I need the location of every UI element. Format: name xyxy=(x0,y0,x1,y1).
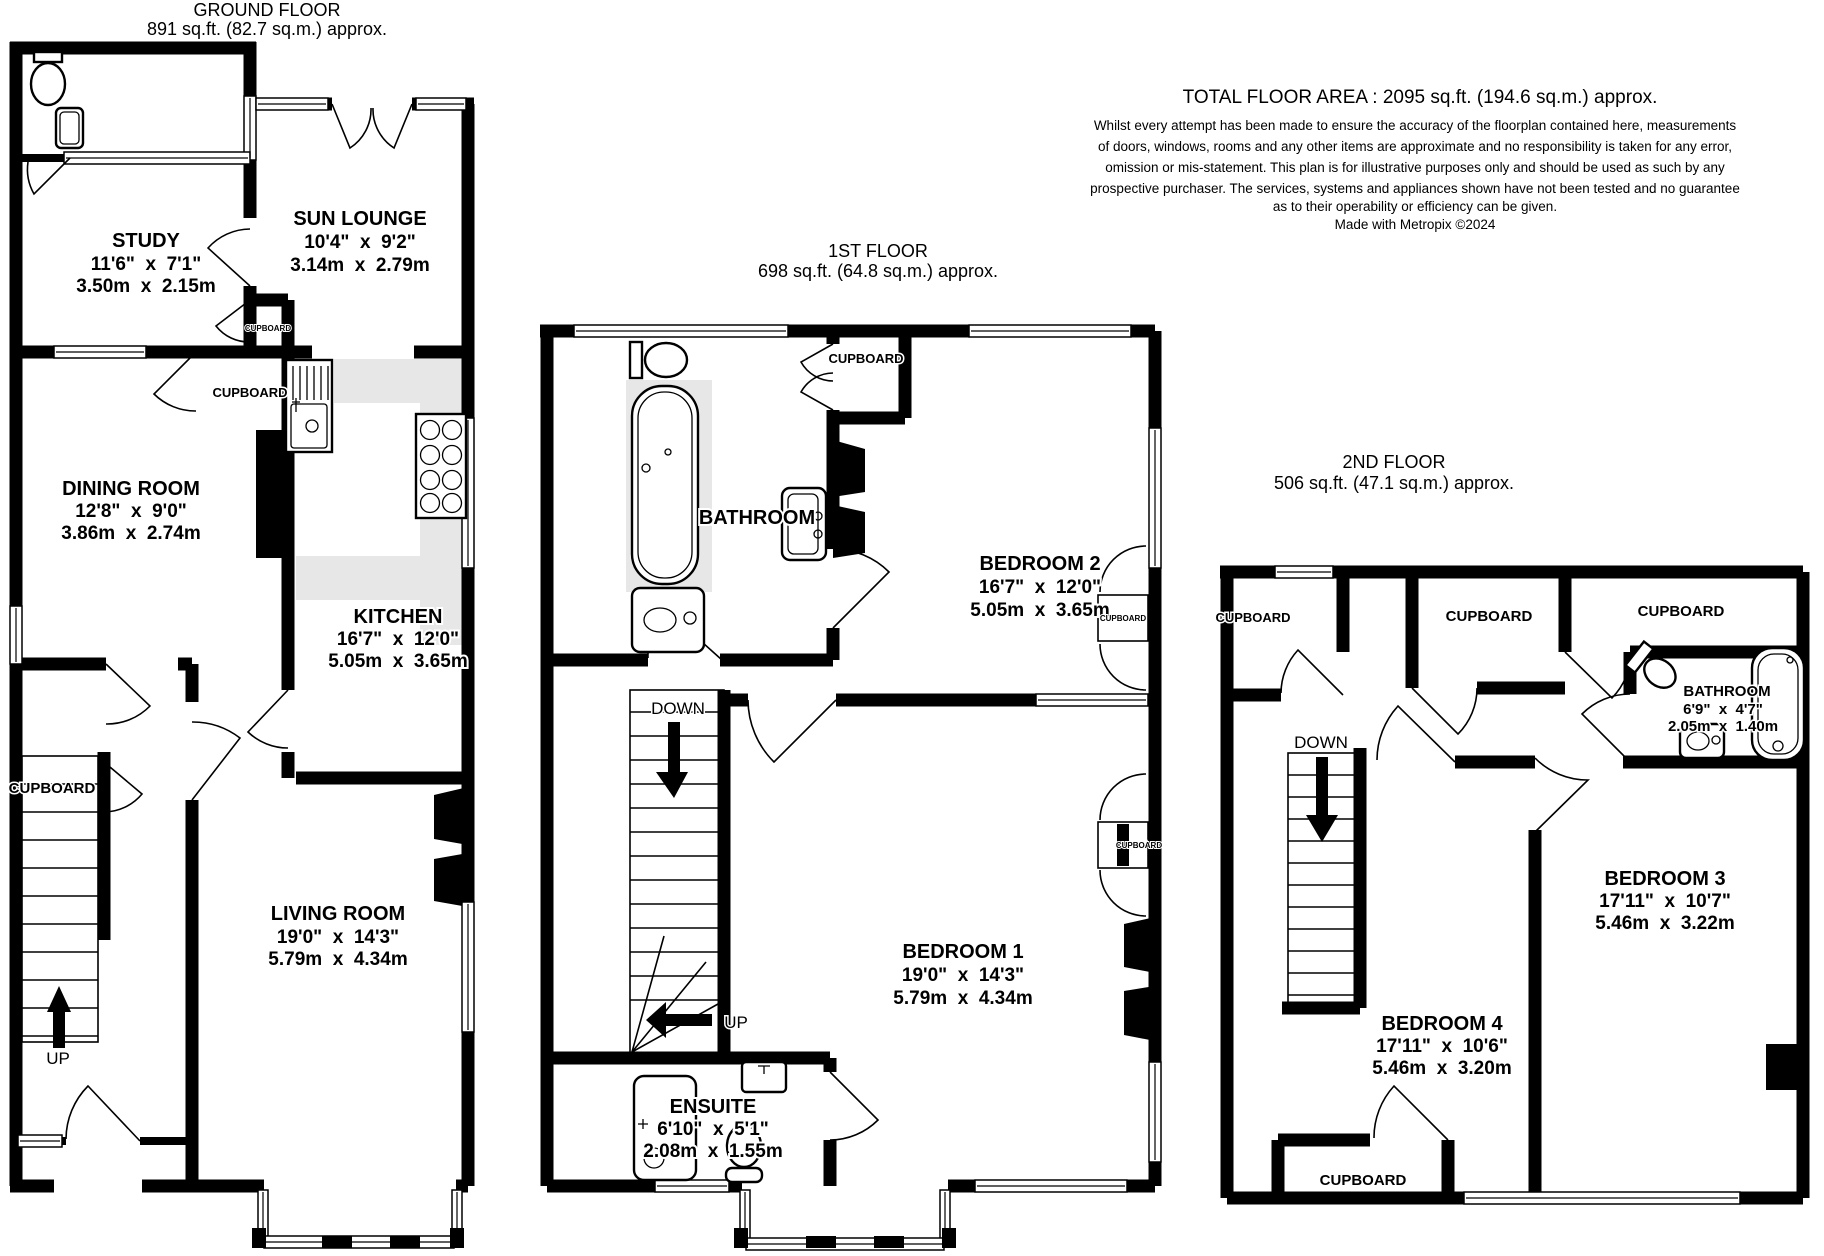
bedroom2-dims-metric: 5.05m x 3.65m xyxy=(970,600,1110,621)
study-dims-metric: 3.50m x 2.15m xyxy=(76,276,216,297)
cupboard-door xyxy=(154,352,196,411)
label-cupboard: CUPBOARD xyxy=(1637,603,1725,620)
cupboard-door xyxy=(1281,650,1343,695)
room-label-ensuite: ENSUITE xyxy=(669,1096,757,1118)
bedroom3-chimney-breast xyxy=(1766,1044,1803,1090)
ensuite-dims-metric: 2.08m x 1.55m xyxy=(643,1141,783,1162)
label-cupboard: CUPBOARD xyxy=(1445,608,1533,625)
sun-lounge-french-door xyxy=(373,104,412,148)
bedroom4-door xyxy=(1377,706,1455,762)
label-up: UP xyxy=(724,1013,748,1032)
toilet xyxy=(645,343,687,377)
up-arrow-shaft xyxy=(664,1014,712,1026)
up-arrow-shaft xyxy=(53,1012,65,1048)
dining-chimney-breast xyxy=(256,430,288,558)
label-cupboard: CUPBOARD xyxy=(828,351,904,366)
toilet-cistern xyxy=(630,342,642,378)
living-room-door xyxy=(192,722,240,800)
room-label-bedroom1: BEDROOM 1 xyxy=(902,941,1024,963)
ground-stairs xyxy=(22,756,98,1048)
room-label-bedroom2: BEDROOM 2 xyxy=(979,553,1101,575)
room-label-bedroom4: BEDROOM 4 xyxy=(1381,1013,1503,1035)
down-arrow-head xyxy=(1306,815,1338,842)
label-cupboard: CUPBOARD xyxy=(1319,1172,1407,1189)
cupboard-door xyxy=(1412,688,1477,734)
bedroom2-dims-imperial: 16'7" x 12'0" xyxy=(978,577,1102,598)
bath xyxy=(632,386,698,584)
label-down: DOWN xyxy=(1294,733,1348,752)
bay-post xyxy=(390,1236,420,1248)
sun-lounge-french-door xyxy=(332,104,371,148)
room-label-bathroom2: BATHROOM xyxy=(1683,683,1771,700)
disclaimer-line2: of doors, windows, rooms and any other items are approximate and no responsibility is taken for any error, xyxy=(1097,139,1733,154)
first-floor-title: 1ST FLOOR xyxy=(828,241,928,261)
ground-floor-area: 891 sq.ft. (82.7 sq.m.) approx. xyxy=(146,19,388,39)
label-up: UP xyxy=(46,1049,70,1068)
down-arrow-shaft xyxy=(1316,757,1328,815)
disclaimer-line4: prospective purchaser. The services, systems and appliances shown have not been tested and no guarantee xyxy=(1090,181,1740,196)
bedroom4-dims-imperial: 17'11" x 10'6" xyxy=(1376,1036,1508,1057)
bathroom-door xyxy=(1582,694,1630,762)
bathroom2-dims-metric: 2.05m x 1.40m xyxy=(1667,718,1779,735)
living-dims-metric: 5.79m x 4.34m xyxy=(268,949,408,970)
cupboard-door xyxy=(801,373,833,410)
bedroom4-dims-metric: 5.46m x 3.20m xyxy=(1372,1058,1512,1079)
kitchen-dims-imperial: 16'7" x 12'0" xyxy=(336,629,460,650)
first-floor-area: 698 sq.ft. (64.8 sq.m.) approx. xyxy=(757,261,999,281)
second-floor-plan xyxy=(1215,566,1804,1204)
up-arrow-head xyxy=(646,1002,666,1038)
bedroom1-door xyxy=(748,700,836,762)
cupboard-door xyxy=(1374,1086,1448,1140)
label-cupboard: CUPBOARD xyxy=(1215,610,1291,625)
bedroom3-dims-metric: 5.46m x 3.22m xyxy=(1595,913,1735,934)
label-cupboard-tiny: CUPBOARD xyxy=(1099,614,1147,623)
bay-post xyxy=(322,1236,352,1248)
room-label-bedroom3: BEDROOM 3 xyxy=(1604,868,1726,890)
bedroom2-door xyxy=(833,549,889,628)
sun-lounge-dims-imperial: 10'4" x 9'2" xyxy=(304,232,416,253)
label-cupboard: CUPBOARD xyxy=(212,385,288,400)
sun-lounge-dims-metric: 3.14m x 2.79m xyxy=(290,255,430,276)
ensuite-toilet-base xyxy=(726,1168,762,1182)
disclaimer-line1: Whilst every attempt has been made to ensure the accuracy of the floorplan contained here, measurements xyxy=(1093,118,1737,133)
first-floor-plan xyxy=(540,325,1162,1250)
bay-post xyxy=(734,1228,748,1248)
room-label-dining: DINING ROOM xyxy=(62,478,200,500)
toilet xyxy=(31,63,65,105)
dining-dims-metric: 3.86m x 2.74m xyxy=(61,523,201,544)
first-stairs xyxy=(630,690,724,1054)
label-understairs-cupboard: CUPBOARD xyxy=(8,780,96,797)
stove xyxy=(416,414,466,518)
down-arrow-shaft xyxy=(668,722,680,772)
bathroom2-dims-imperial: 6'9" x 4'7" xyxy=(1683,701,1763,718)
study-dims-imperial: 11'6" x 7'1" xyxy=(90,254,202,275)
bay-post xyxy=(450,1228,464,1248)
toilet-cistern xyxy=(34,52,62,62)
down-arrow-head xyxy=(656,772,688,798)
room-label-sun-lounge: SUN LOUNGE xyxy=(293,208,427,230)
room-label-bathroom: BATHROOM xyxy=(698,507,816,529)
room-label-kitchen: KITCHEN xyxy=(353,606,443,628)
kitchen-dims-metric: 5.05m x 3.65m xyxy=(328,651,468,672)
label-cupboard-small: CUPBOARD xyxy=(244,324,292,333)
living-dims-imperial: 19'0" x 14'3" xyxy=(276,927,400,948)
bay-post xyxy=(874,1236,904,1248)
disclaimer-line5: as to their operability or efficiency can be given. xyxy=(1272,199,1558,214)
up-arrow-head xyxy=(47,986,71,1012)
front-door xyxy=(66,1086,140,1141)
bedroom1-dims-metric: 5.79m x 4.34m xyxy=(893,988,1033,1009)
room-label-study: STUDY xyxy=(112,230,180,252)
ground-thin-walls xyxy=(10,158,250,1141)
kitchen-counter xyxy=(296,556,466,600)
total-floor-area: TOTAL FLOOR AREA : 2095 sq.ft. (194.6 sq.m.) approx. xyxy=(1182,87,1658,108)
second-stairs xyxy=(1288,753,1356,1009)
dining-dims-imperial: 12'8" x 9'0" xyxy=(75,501,187,522)
label-down: DOWN xyxy=(651,699,705,718)
bay-post xyxy=(252,1228,266,1248)
bathroom-sink xyxy=(632,588,704,652)
kitchen-door xyxy=(248,690,288,748)
wc-door xyxy=(27,158,70,194)
dining-door xyxy=(106,664,150,724)
cupboard-door xyxy=(1565,652,1631,698)
second-floor-area: 506 sq.ft. (47.1 sq.m.) approx. xyxy=(1273,473,1515,493)
metropix-credit: Made with Metropix ©2024 xyxy=(1334,217,1496,232)
ensuite-dims-imperial: 6'10" x 5'1" xyxy=(657,1119,769,1140)
bedroom1-dims-imperial: 19'0" x 14'3" xyxy=(901,965,1025,986)
ground-floor-plan xyxy=(9,42,474,1248)
stair-winders xyxy=(632,936,718,1052)
ground-floor-title: GROUND FLOOR xyxy=(193,0,341,20)
second-floor-title: 2ND FLOOR xyxy=(1342,452,1446,472)
bedroom3-dims-imperial: 17'11" x 10'7" xyxy=(1599,891,1731,912)
label-cupboard-tiny: CUPBOARD xyxy=(1115,841,1163,850)
room-label-living: LIVING ROOM xyxy=(270,903,406,925)
disclaimer-line3: omission or mis-statement. This plan is for illustrative purposes only and should be used as such by any xyxy=(1105,160,1725,175)
bedroom3-door xyxy=(1535,758,1588,832)
ensuite-door xyxy=(830,1072,878,1140)
bay-post xyxy=(806,1236,836,1248)
bay-post xyxy=(942,1228,956,1248)
